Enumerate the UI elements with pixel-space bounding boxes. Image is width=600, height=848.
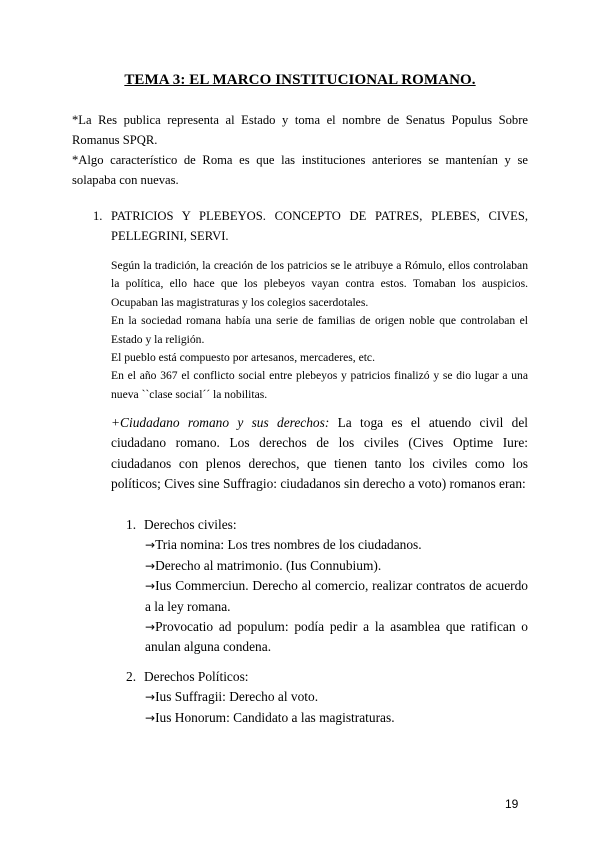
list-item: →Ius Honorum: Candidato a las magistraturas. xyxy=(145,709,395,725)
list-item: →Ius Commerciun. Derecho al comercio, realizar contratos de acuerdo a la ley romana. xyxy=(145,578,528,614)
ciudadano-lead: +Ciudadano romano y sus derechos: xyxy=(111,415,330,430)
list-items xyxy=(111,687,528,728)
page-title: TEMA 3: EL MARCO INSTITUCIONAL ROMANO. xyxy=(124,72,476,88)
paragraph: El pueblo está compuesto por artesanos, mercaderes, etc. xyxy=(111,351,375,365)
list-items xyxy=(111,535,528,657)
intro-note: *La Res publica representa al Estado y toma el nombre de Senatus Populus Sobre Romanus SPQR. xyxy=(72,113,528,147)
arrow-right-icon: → xyxy=(145,710,156,725)
list-number: 2. xyxy=(126,669,137,684)
list-label: Derechos civiles: xyxy=(144,517,237,532)
ciudadano-text: La toga es el atuendo civil del ciudadano romano. Los derechos de los civiles (Cives Optime Iure: ciudadanos con plenos derechos, que tienen tanto los civiles como los políticos; Cives sine Suffragio: ciudadanos sin derecho a voto) romanos eran: xyxy=(111,415,528,492)
paragraph: En el año 367 el conflicto social entre plebeyos y patricios finalizó y se dio lugar a una nueva ``clase social´´ la nobilitas. xyxy=(111,369,528,401)
arrow-right-icon: → xyxy=(145,620,156,635)
page-number: 19 xyxy=(505,797,519,811)
section-number: 1. xyxy=(93,209,103,223)
arrow-right-icon: → xyxy=(145,558,156,573)
intro-note: *Algo característico de Roma es que las instituciones anteriores se mantenían y se solapaba con nuevas. xyxy=(72,153,528,187)
list-number: 1. xyxy=(126,517,137,532)
paragraph xyxy=(111,413,528,495)
section-body xyxy=(111,257,528,404)
arrow-right-icon: → xyxy=(145,690,156,705)
list-heading xyxy=(111,515,528,535)
list-item: →Provocatio ad populum: podía pedir a la asamblea que ratifican o anulan alguna condena. xyxy=(145,619,528,655)
arrow-right-icon: → xyxy=(145,538,156,553)
section-heading: PATRICIOS Y PLEBEYOS. CONCEPTO DE PATRES, PLEBES, CIVES, PELLEGRINI, SERVI. xyxy=(111,209,528,243)
rights-list-politicos xyxy=(111,667,528,728)
list-heading xyxy=(111,667,528,687)
list-item: →Tria nomina: Los tres nombres de los ciudadanos. xyxy=(145,537,422,553)
ciudadano-paragraph xyxy=(111,413,528,495)
paragraph: Según la tradición, la creación de los patricios se le atribuye a Rómulo, ellos controlaban la política, ello hace que los plebeyos vayan contra estos. Tomaban los auspicios. Ocupaban las magistraturas y los colegios sacerdotales. xyxy=(111,259,528,309)
arrow-right-icon: → xyxy=(145,579,156,594)
list-label: Derechos Políticos: xyxy=(144,669,249,684)
list-item: →Derecho al matrimonio. (Ius Connubium). xyxy=(145,557,382,573)
paragraph: En la sociedad romana había una serie de familias de origen noble que controlaban el Estado y la religión. xyxy=(111,314,528,346)
intro-notes xyxy=(72,110,528,190)
rights-list-civiles xyxy=(111,515,528,658)
list-item: →Ius Suffragii: Derecho al voto. xyxy=(145,689,319,705)
